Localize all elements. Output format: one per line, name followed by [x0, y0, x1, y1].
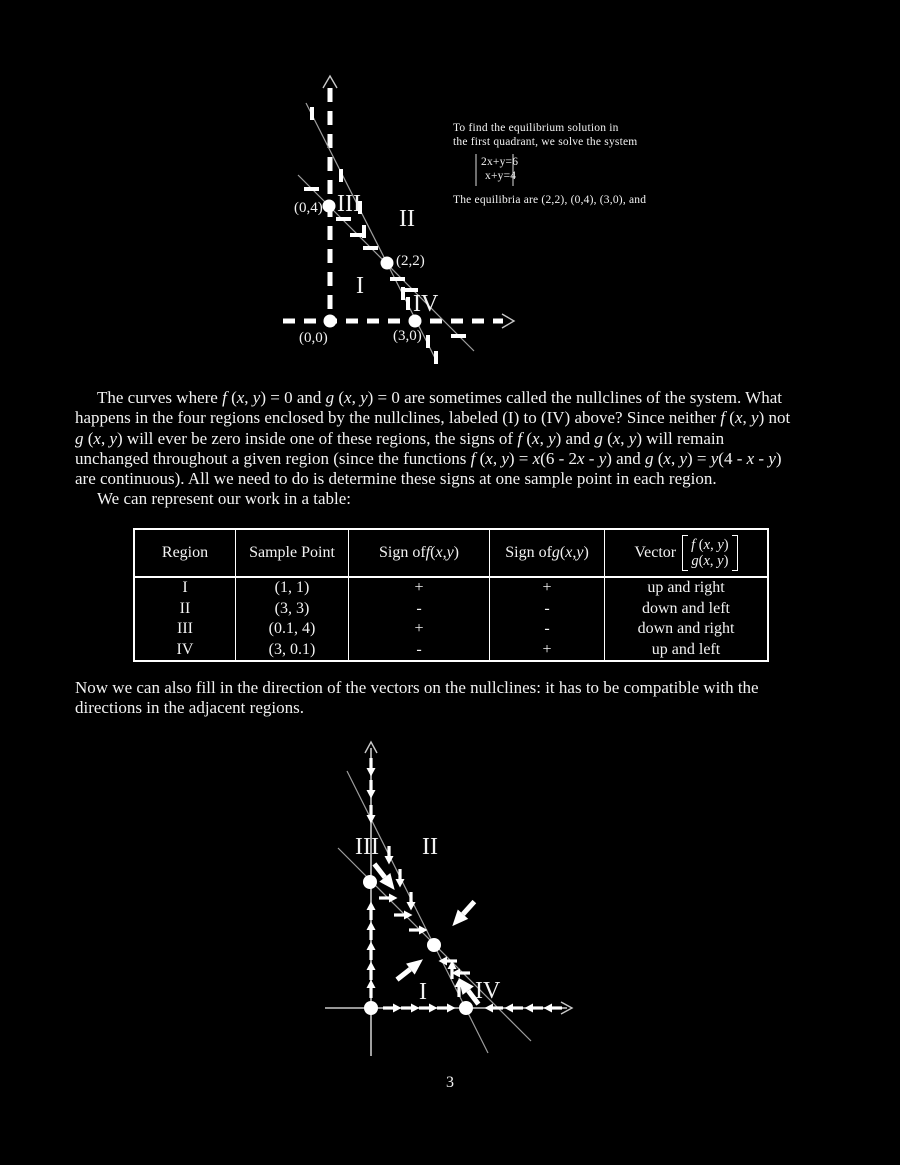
- cell-sign-f: -: [349, 640, 490, 661]
- paragraph-directions: [75, 678, 845, 719]
- arrow-down-icon: [367, 758, 376, 777]
- point-label-0-4: (0,4): [294, 200, 323, 216]
- cell-sample: (3, 3): [236, 599, 349, 620]
- cell-vector: up and right: [647, 579, 725, 597]
- cell-vector: down and right: [637, 620, 735, 638]
- paragraph-line: are continuous). All we need to do is determine these signs at one sample point in each region.: [75, 469, 717, 489]
- cell-sample: (1, 1): [236, 578, 349, 599]
- equilibrium-dot-2-2: [427, 938, 441, 952]
- region-label-iv: IV: [475, 978, 501, 1004]
- paragraph-line: happens in the four regions enclosed by the nullclines, labeled (I) to (IV) above? Since neither f (x, y) not: [75, 408, 791, 428]
- arrow-left-icon: [544, 1004, 563, 1013]
- up-arrows-y-axis: [367, 902, 376, 999]
- point-label-0-0: (0,0): [299, 330, 328, 346]
- header-vector: [605, 530, 767, 576]
- point-label-3-0: (3,0): [393, 328, 422, 344]
- equilibrium-dot-2-2: [381, 257, 394, 270]
- vector-label: Vector: [634, 544, 677, 561]
- table-row: [135, 640, 767, 661]
- figure1-note-line3: The equilibria are (2,2), (0,4), (3,0), and: [453, 194, 647, 206]
- cell-sign-g: +: [490, 640, 605, 661]
- cell-sign-f: +: [349, 578, 490, 599]
- table-row: [135, 599, 767, 620]
- equilibrium-dot-0-4: [363, 875, 377, 889]
- arrow-left-icon: [525, 1004, 544, 1013]
- cell-sign-g: -: [490, 599, 605, 620]
- figure1-note-line2: the first quadrant, we solve the system: [453, 136, 638, 148]
- paragraph-line: unchanged throughout a given region (since the functions f (x, y) = x(6 - 2x - y) and g (x, y) = y(4 - x - y): [75, 448, 782, 468]
- table-header-row: [135, 530, 767, 578]
- equilibrium-dot-origin: [364, 1001, 378, 1015]
- paragraph-nullclines: [75, 388, 845, 510]
- region-label-iii: III: [337, 191, 361, 217]
- cell-vector: down and left: [642, 599, 730, 617]
- arrow-up-icon: [367, 962, 376, 981]
- arrow-left-icon: [505, 1004, 524, 1013]
- arrow-right-icon: [383, 1004, 402, 1013]
- vector-matrix-bottom: g(x, y): [691, 553, 729, 569]
- region-label-ii: II: [399, 206, 415, 232]
- header-sign-f: Sign of f ( x , y ): [349, 530, 490, 576]
- sign-table: [133, 528, 769, 662]
- arrow-up-icon: [448, 961, 457, 980]
- arrow-down-icon: [407, 892, 416, 911]
- cell-sign-g: -: [490, 619, 605, 640]
- header-sample-point: Sample Point: [236, 530, 349, 576]
- vector-matrix-top: f (x, y): [691, 537, 729, 553]
- vector-matrix-entries: [688, 535, 731, 571]
- cell-region: II: [135, 599, 236, 620]
- figure1-note-line1: To find the equilibrium solution in: [453, 122, 619, 134]
- header-sign-g: Sign of g ( x , y ): [490, 530, 605, 576]
- arrow-right-icon: [379, 894, 398, 903]
- paragraph-line: g (x, y) will ever be zero inside one of these regions, the signs of f (x, y) and g (x, y) will remain: [75, 428, 725, 448]
- arrow-down-left-icon: [447, 897, 479, 931]
- arrow-up-icon: [367, 980, 376, 999]
- cell-sign-f: +: [349, 619, 490, 640]
- arrow-left-icon: [452, 969, 471, 978]
- region-label-iii: III: [355, 834, 379, 860]
- equilibrium-dot-origin: [324, 315, 337, 328]
- equilibrium-dot-3-0: [459, 1001, 473, 1015]
- vector-matrix: [682, 535, 737, 571]
- cell-vector: up and left: [651, 640, 721, 658]
- arrow-right-icon: [437, 1004, 456, 1013]
- arrow-right-icon: [394, 911, 413, 920]
- arrow-up-icon: [367, 902, 376, 921]
- paragraph-line: We can represent our work in a table:: [97, 489, 351, 509]
- region-label-ii: II: [422, 834, 438, 860]
- right-arrows-shallow-nullcline: [379, 894, 428, 935]
- cell-sign-g: +: [490, 578, 605, 599]
- equilibrium-dot-0-4: [323, 200, 336, 213]
- bracket-right: [732, 535, 738, 571]
- header-region: Region: [135, 530, 236, 576]
- arrow-down-icon: [367, 780, 376, 799]
- cell-sample: (3, 0.1): [236, 640, 349, 661]
- figure1-system-eq1: 2x+y=6: [481, 156, 519, 168]
- paragraph-line: Now we can also fill in the direction of the vectors on the nullclines: it has to be compatible with the: [75, 678, 759, 697]
- region-label-iv: IV: [413, 291, 439, 317]
- arrow-up-icon: [367, 942, 376, 961]
- paragraph-line: directions in the adjacent regions.: [75, 698, 304, 718]
- cell-region: III: [135, 619, 236, 640]
- equilibrium-dots: [363, 875, 473, 1015]
- arrow-up-icon: [367, 922, 376, 941]
- cell-sample: (0.1, 4): [236, 619, 349, 640]
- arrow-down-icon: [367, 805, 376, 824]
- figure2-graphics: [325, 742, 572, 1056]
- y-axis-arrow-icon: [323, 76, 337, 88]
- table-row: [135, 578, 767, 599]
- cell-sign-f: -: [349, 599, 490, 620]
- table-row: [135, 619, 767, 640]
- region-label-i: I: [356, 273, 364, 299]
- paragraph-line: The curves where f (x, y) = 0 and g (x, y) = 0 are sometimes called the nullclines of the system. What: [97, 388, 782, 407]
- cell-region: I: [135, 578, 236, 599]
- region-label-i: I: [419, 979, 427, 1005]
- figure1-system-eq2: x+y=4: [485, 170, 517, 182]
- point-label-2-2: (2,2): [396, 253, 425, 269]
- x-axis-arrow-icon: [502, 314, 514, 328]
- cell-region: IV: [135, 640, 236, 661]
- arrow-right-icon: [401, 1004, 420, 1013]
- page-number: 3: [446, 1074, 454, 1091]
